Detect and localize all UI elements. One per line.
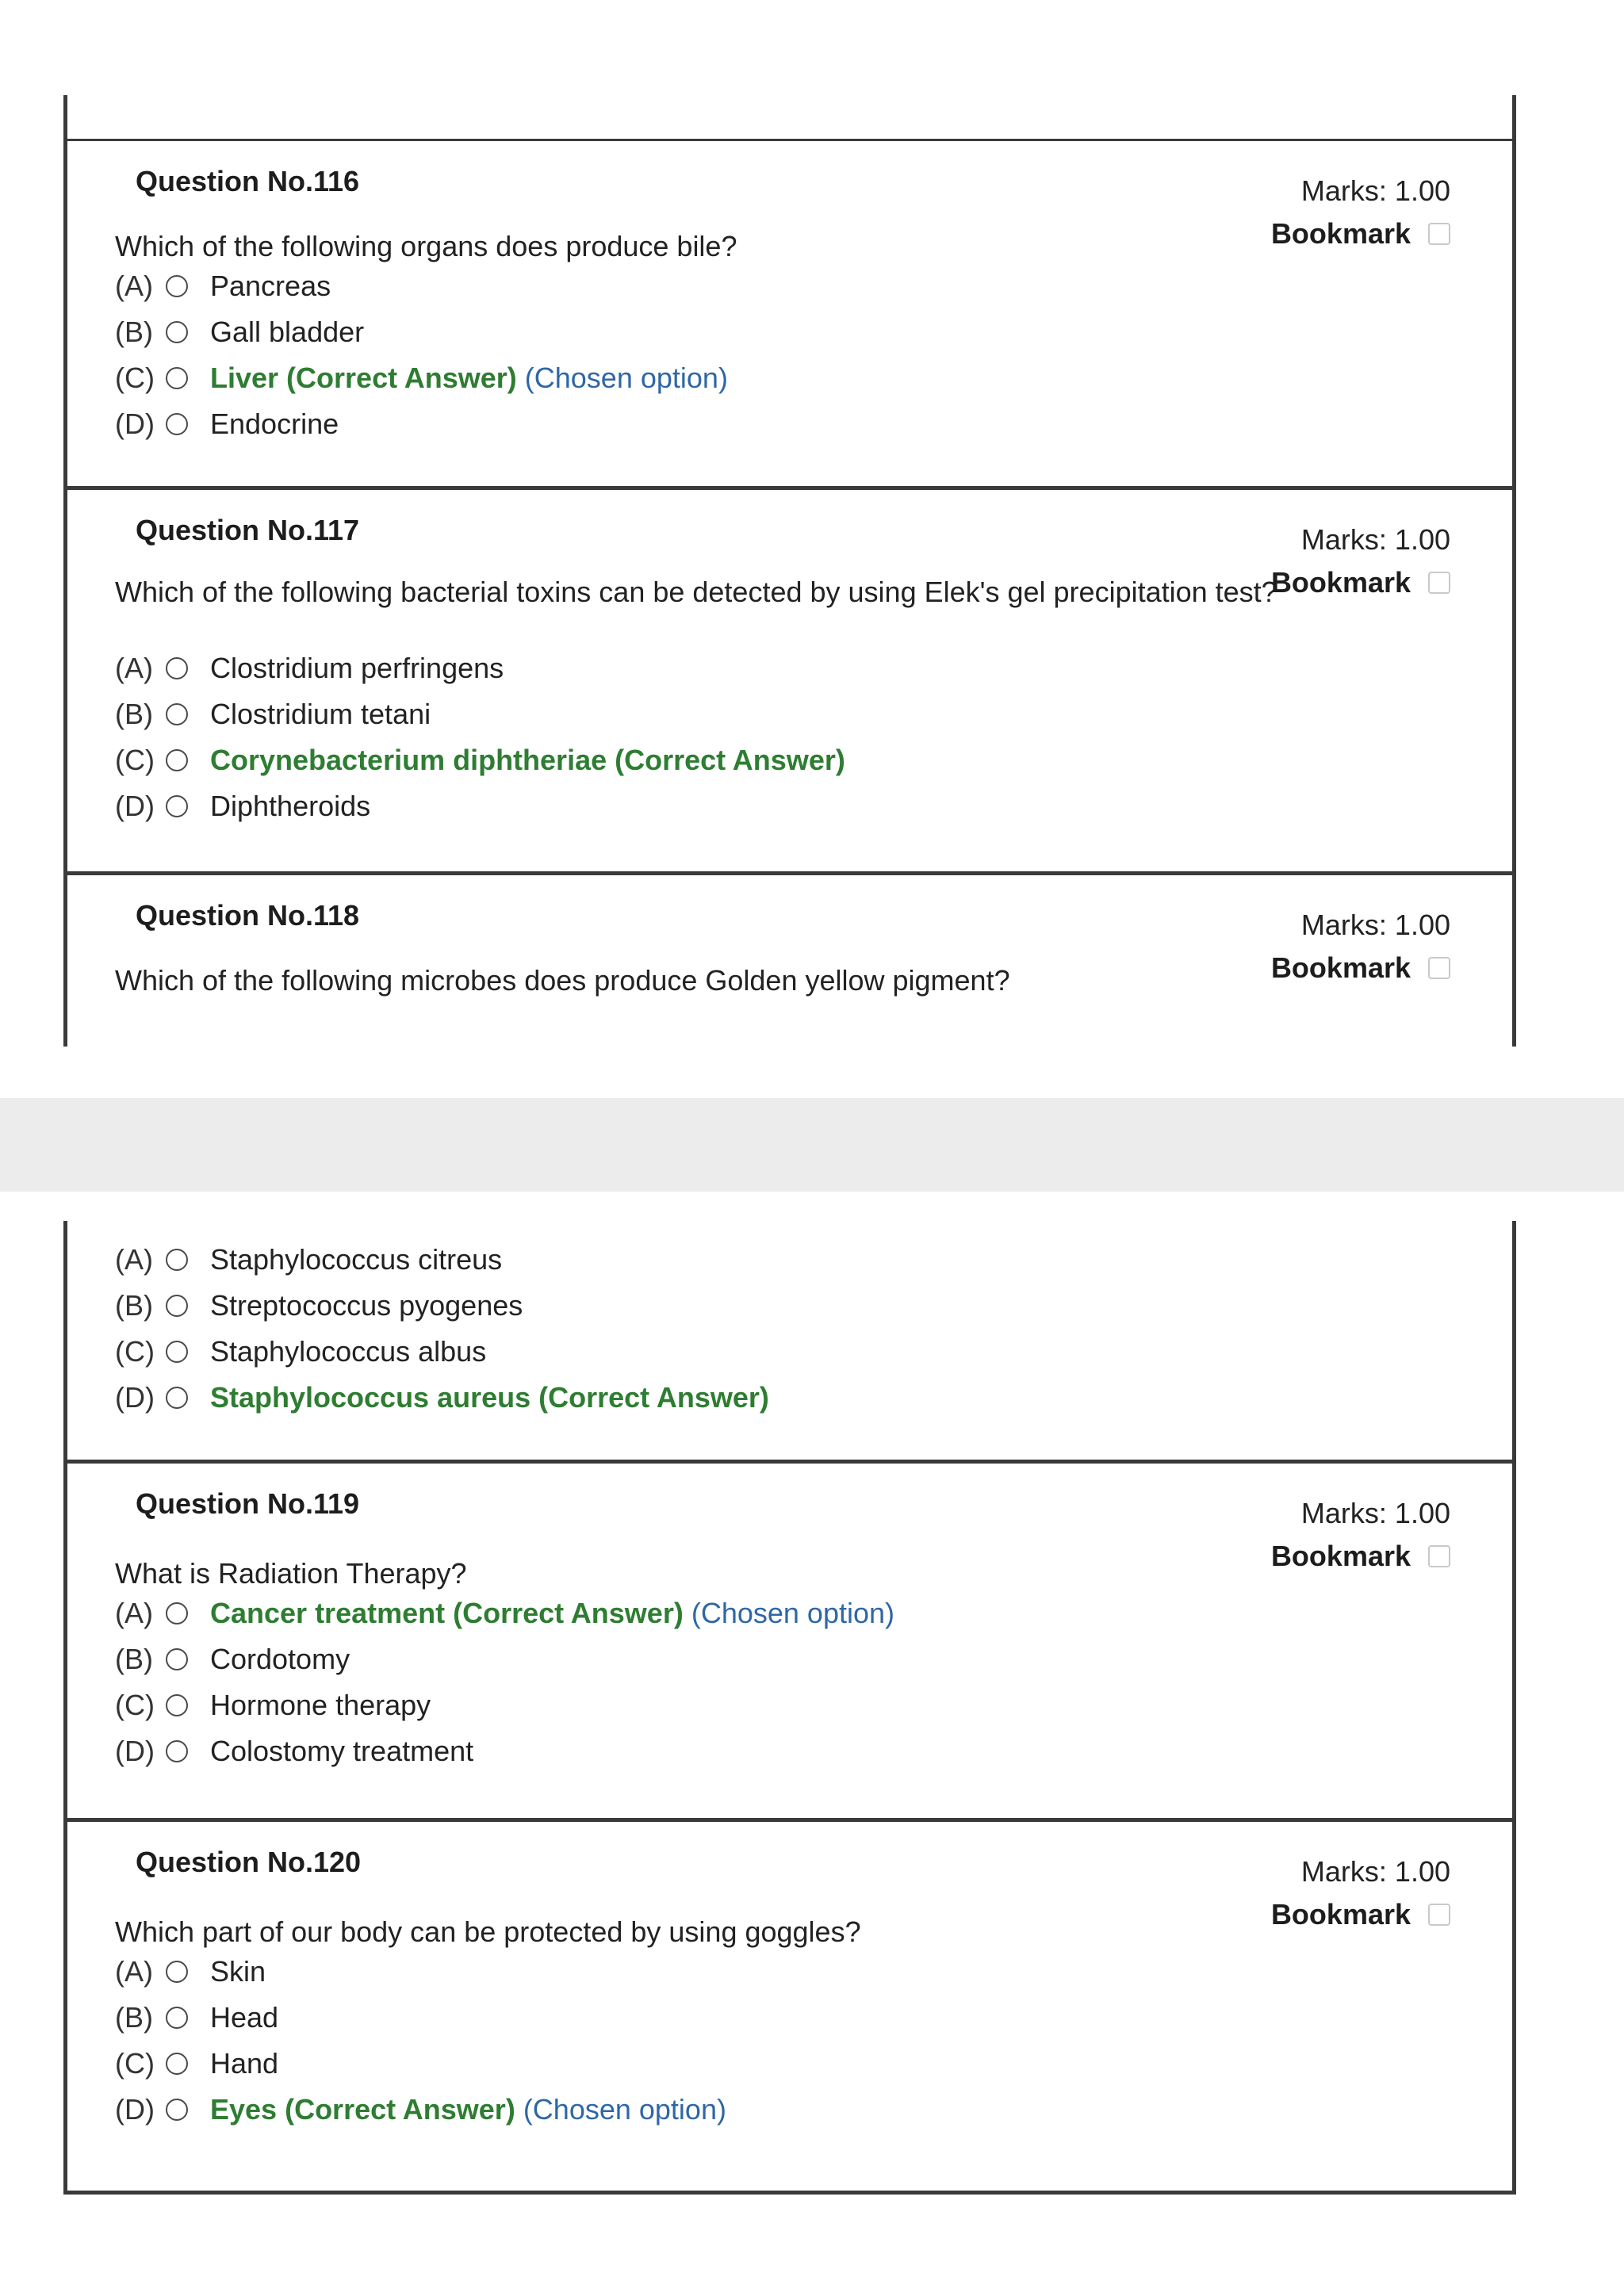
- option-letter: (A): [115, 1243, 153, 1276]
- option-a[interactable]: [115, 263, 728, 309]
- option-c[interactable]: [115, 1329, 769, 1375]
- chosen-option-tag: (Chosen option): [523, 2093, 726, 2126]
- option-letter: (A): [115, 1597, 153, 1629]
- radio-circle-icon[interactable]: [166, 1961, 188, 1983]
- option-b[interactable]: [115, 691, 845, 737]
- radio-circle-icon[interactable]: [166, 1249, 188, 1271]
- question-card-118-options: [63, 1221, 1516, 1464]
- option-text: Streptococcus pyogenes: [210, 1289, 523, 1322]
- radio-circle-icon[interactable]: [166, 1602, 188, 1624]
- question-text: Which part of our body can be protected by using goggles?: [115, 1915, 861, 1948]
- chosen-option-tag: (Chosen option): [524, 362, 728, 394]
- marks-label: Marks: 1.00: [1300, 1855, 1450, 1888]
- option-text: Endocrine: [210, 408, 339, 440]
- option-text: Clostridium perfringens: [210, 652, 504, 684]
- option-letter: (A): [115, 1955, 153, 1988]
- option-b[interactable]: [115, 1995, 726, 2041]
- option-text-correct: Staphylococcus aureus (Correct Answer): [210, 1381, 769, 1414]
- marks-label: Marks: 1.00: [1300, 174, 1450, 207]
- question-number: Question No.116: [136, 165, 360, 197]
- option-letter: (D): [115, 408, 155, 440]
- marks-label: Marks: 1.00: [1300, 909, 1450, 941]
- option-list: [115, 1590, 894, 1774]
- previous-card-edge: [63, 95, 1516, 143]
- option-a[interactable]: [115, 1949, 726, 1995]
- screenshot-top: [0, 0, 1624, 1047]
- radio-circle-icon[interactable]: [166, 413, 188, 435]
- option-list: [115, 263, 728, 447]
- marks-label: Marks: 1.00: [1300, 523, 1450, 556]
- option-letter: (C): [115, 744, 155, 776]
- option-text-correct: Liver (Correct Answer): [210, 362, 517, 394]
- option-letter: (C): [115, 2047, 155, 2080]
- bookmark-checkbox-icon[interactable]: [1428, 572, 1450, 594]
- question-text: Which of the following organs does produce bile?: [115, 230, 737, 262]
- option-letter: (B): [115, 316, 153, 348]
- option-list: [115, 645, 845, 829]
- bookmark-label: Bookmark: [1270, 566, 1411, 599]
- option-text-correct: Cancer treatment (Correct Answer): [210, 1597, 684, 1629]
- radio-circle-icon[interactable]: [166, 2007, 188, 2029]
- option-text: Staphylococcus albus: [210, 1335, 487, 1368]
- question-card-118-header: [63, 875, 1516, 1047]
- question-number: Question No.118: [136, 899, 360, 932]
- option-d[interactable]: [115, 2087, 726, 2133]
- option-letter: (D): [115, 2093, 155, 2126]
- option-a[interactable]: [115, 1237, 769, 1283]
- question-text: Which of the following microbes does produce Golden yellow pigment?: [115, 964, 1010, 997]
- option-letter: (D): [115, 1381, 155, 1414]
- question-text: Which of the following bacterial toxins can be detected by using Elek's gel precipitation test?: [115, 576, 1277, 608]
- bookmark-label: Bookmark: [1270, 217, 1411, 250]
- question-number: Question No.117: [136, 514, 360, 546]
- bookmark-checkbox-icon[interactable]: [1428, 1904, 1450, 1926]
- bookmark-checkbox-icon[interactable]: [1428, 1545, 1450, 1567]
- question-meta: [1244, 174, 1450, 251]
- option-letter: (B): [115, 2001, 153, 2034]
- option-text: Staphylococcus citreus: [210, 1243, 503, 1276]
- radio-circle-icon[interactable]: [166, 2099, 188, 2121]
- bookmark-label: Bookmark: [1270, 1898, 1411, 1931]
- radio-circle-icon[interactable]: [166, 321, 188, 343]
- option-c[interactable]: [115, 737, 845, 783]
- option-c[interactable]: [115, 2041, 726, 2087]
- radio-circle-icon[interactable]: [166, 2053, 188, 2075]
- option-text: Hormone therapy: [210, 1689, 431, 1721]
- radio-circle-icon[interactable]: [166, 703, 188, 725]
- option-letter: (A): [115, 270, 153, 302]
- option-text-correct: Corynebacterium diphtheriae (Correct Answer): [210, 744, 845, 776]
- question-card-120: [63, 1822, 1516, 2195]
- bookmark-checkbox-icon[interactable]: [1428, 957, 1450, 979]
- chosen-option-tag: (Chosen option): [691, 1597, 894, 1629]
- bookmark-row[interactable]: [1244, 1898, 1450, 1931]
- question-card-119: [63, 1464, 1516, 1822]
- option-c[interactable]: [115, 1682, 894, 1728]
- question-card-116: [63, 141, 1516, 490]
- option-list: [115, 1949, 726, 2133]
- bookmark-row[interactable]: [1244, 951, 1450, 985]
- option-text: Skin: [210, 1955, 266, 1988]
- option-letter: (C): [115, 362, 155, 394]
- option-letter: (C): [115, 1689, 155, 1721]
- option-b[interactable]: [115, 309, 728, 355]
- option-letter: (C): [115, 1335, 155, 1368]
- question-meta: [1244, 909, 1450, 985]
- radio-circle-icon[interactable]: [166, 1295, 188, 1317]
- screenshot-bottom: [0, 1221, 1624, 2296]
- question-meta: [1244, 523, 1450, 599]
- question-number: Question No.120: [136, 1846, 362, 1878]
- option-d[interactable]: [115, 1375, 769, 1421]
- option-a[interactable]: [115, 1590, 894, 1636]
- option-text: Hand: [210, 2047, 279, 2080]
- radio-circle-icon[interactable]: [166, 367, 188, 389]
- option-letter: (B): [115, 1643, 153, 1675]
- option-c[interactable]: [115, 355, 728, 401]
- bookmark-row[interactable]: [1244, 566, 1450, 599]
- option-d[interactable]: [115, 783, 845, 829]
- question-card-117: [63, 490, 1516, 875]
- screenshot-separator: [0, 1098, 1624, 1192]
- radio-circle-icon[interactable]: [166, 1387, 188, 1409]
- option-text: Pancreas: [210, 270, 331, 302]
- radio-circle-icon[interactable]: [166, 1341, 188, 1363]
- option-text: Clostridium tetani: [210, 698, 431, 730]
- option-text: Cordotomy: [210, 1643, 350, 1675]
- option-a[interactable]: [115, 645, 845, 691]
- radio-circle-icon[interactable]: [166, 1740, 188, 1762]
- option-letter: (D): [115, 1735, 155, 1767]
- option-text: Diphtheroids: [210, 790, 371, 822]
- option-text: Colostomy treatment: [210, 1735, 474, 1767]
- marks-label: Marks: 1.00: [1300, 1497, 1450, 1529]
- radio-circle-icon[interactable]: [166, 749, 188, 771]
- bookmark-label: Bookmark: [1270, 951, 1411, 984]
- option-b[interactable]: [115, 1283, 769, 1329]
- option-text: Head: [210, 2001, 279, 2034]
- question-meta: [1244, 1497, 1450, 1573]
- radio-circle-icon[interactable]: [166, 795, 188, 817]
- radio-circle-icon[interactable]: [166, 1694, 188, 1716]
- question-number: Question No.119: [136, 1487, 360, 1520]
- option-letter: (D): [115, 790, 155, 822]
- bookmark-label: Bookmark: [1270, 1540, 1411, 1572]
- option-d[interactable]: [115, 401, 728, 447]
- option-letter: (B): [115, 698, 153, 730]
- option-b[interactable]: [115, 1636, 894, 1682]
- radio-circle-icon[interactable]: [166, 275, 188, 297]
- radio-circle-icon[interactable]: [166, 657, 188, 679]
- option-letter: (B): [115, 1289, 153, 1322]
- option-text-correct: Eyes (Correct Answer): [210, 2093, 515, 2126]
- bookmark-row[interactable]: [1244, 1540, 1450, 1573]
- option-list: [115, 1237, 769, 1421]
- bookmark-checkbox-icon[interactable]: [1428, 223, 1450, 245]
- option-text: Gall bladder: [210, 316, 365, 348]
- option-letter: (A): [115, 652, 153, 684]
- question-text: What is Radiation Therapy?: [115, 1557, 467, 1590]
- option-d[interactable]: [115, 1728, 894, 1774]
- bookmark-row[interactable]: [1244, 217, 1450, 251]
- radio-circle-icon[interactable]: [166, 1648, 188, 1670]
- question-meta: [1244, 1855, 1450, 1931]
